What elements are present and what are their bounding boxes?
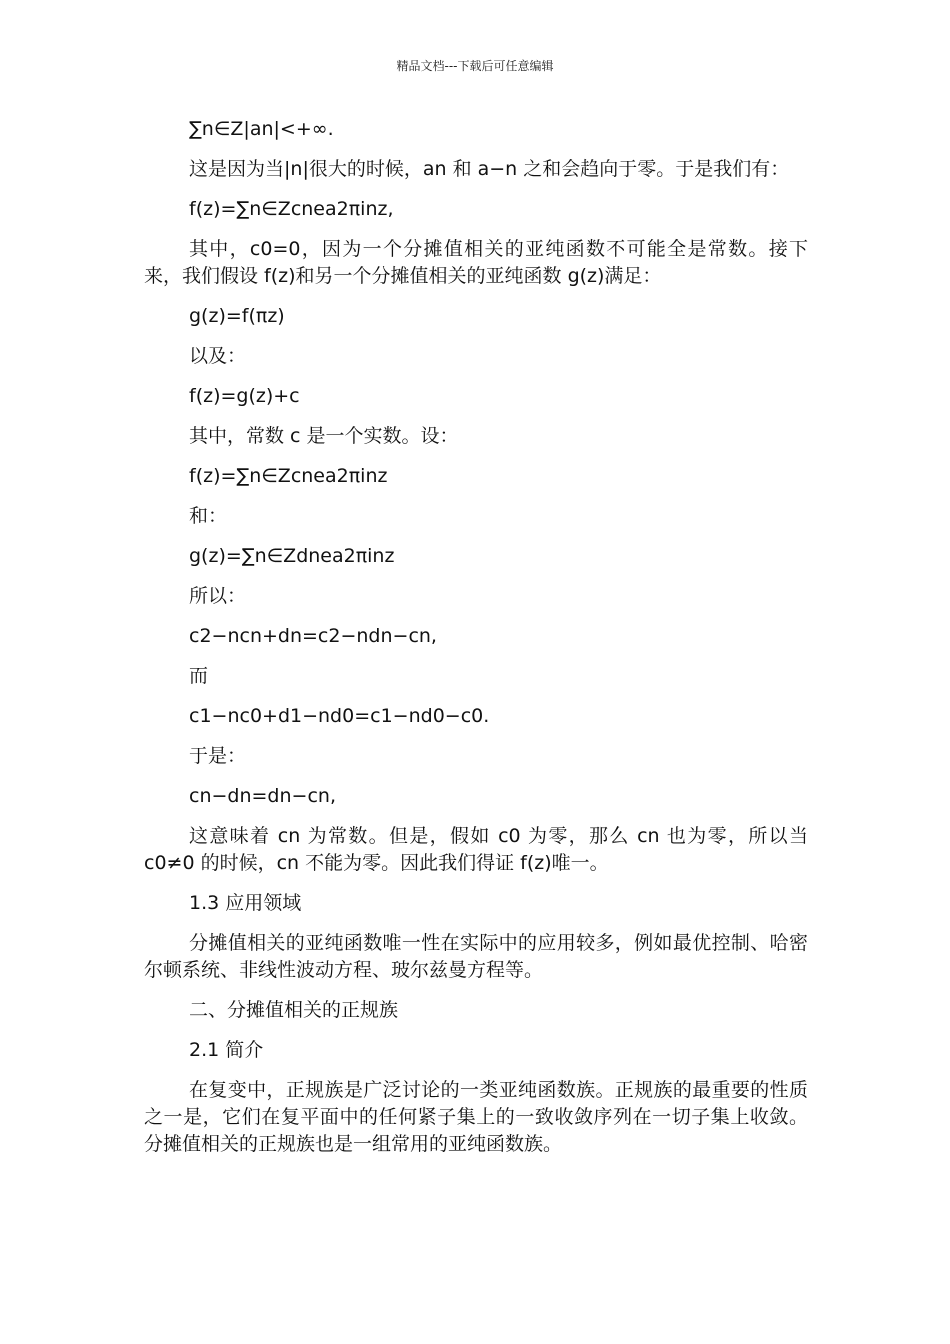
page-header: 精品文档---下载后可任意编辑 [396, 59, 554, 73]
formula-f-g-c: f(z)=g(z)+c [189, 385, 300, 407]
paragraph-explanation: 这是因为当|n|很大的时候，an 和 a−n 之和会趋向于零。于是我们有： [189, 158, 790, 180]
formula-f-series-2: f(z)=∑n∈Zcnea2πinz [189, 465, 388, 487]
text-yiji: 以及： [189, 345, 247, 367]
formula-g-series: g(z)=∑n∈Zdnea2πinz [189, 545, 395, 567]
formula-cn-dn: cn−dn=dn−cn, [189, 785, 336, 807]
document-body [144, 116, 808, 1171]
paragraph-applications: 分摊值相关的亚纯函数唯一性在实际中的应用较多，例如最优控制、哈密尔顿系统、非线性波动方程、玻尔兹曼方程等。 [144, 932, 808, 981]
section-heading-2-1: 2.1 简介 [189, 1039, 264, 1061]
text-er: 而 [189, 665, 209, 687]
text-suoyi: 所以： [189, 585, 247, 607]
text-yushi: 于是： [189, 745, 247, 767]
formula-c2: c2−ncn+dn=c2−ndn−cn, [189, 625, 437, 647]
text-constant-c: 其中，常数 c 是一个实数。设： [189, 425, 459, 447]
section-heading-1-3: 1.3 应用领域 [189, 892, 302, 914]
formula-g-f: g(z)=f(πz) [189, 305, 285, 327]
text-he: 和： [189, 505, 228, 527]
formula-f-series: f(z)=∑n∈Zcnea2πinz, [189, 198, 394, 220]
paragraph-conclusion: 这意味着 cn 为常数。但是，假如 c0 为零，那么 cn 也为零，所以当 c0≠0 的时候，cn 不能为零。因此我们得证 f(z)唯一。 [144, 825, 808, 874]
formula-sum-abs: ∑n∈Z|an|<+∞. [189, 118, 334, 140]
section-heading-2: 二、分摊值相关的正规族 [189, 999, 399, 1021]
formula-c1: c1−nc0+d1−nd0=c1−nd0−c0. [189, 705, 490, 727]
paragraph-intro-normal-family: 在复变中，正规族是广泛讨论的一类亚纯函数族。正规族的最重要的性质之一是，它们在复平面中的任何紧子集上的一致收敛序列在一切子集上收敛。分摊值相关的正规族也是一组常用的亚纯函数族。 [144, 1079, 808, 1155]
paragraph-assumption: 其中，c0=0，因为一个分摊值相关的亚纯函数不可能全是常数。接下来，我们假设 f(z)和另一个分摊值相关的亚纯函数 g(z)满足： [144, 238, 808, 287]
